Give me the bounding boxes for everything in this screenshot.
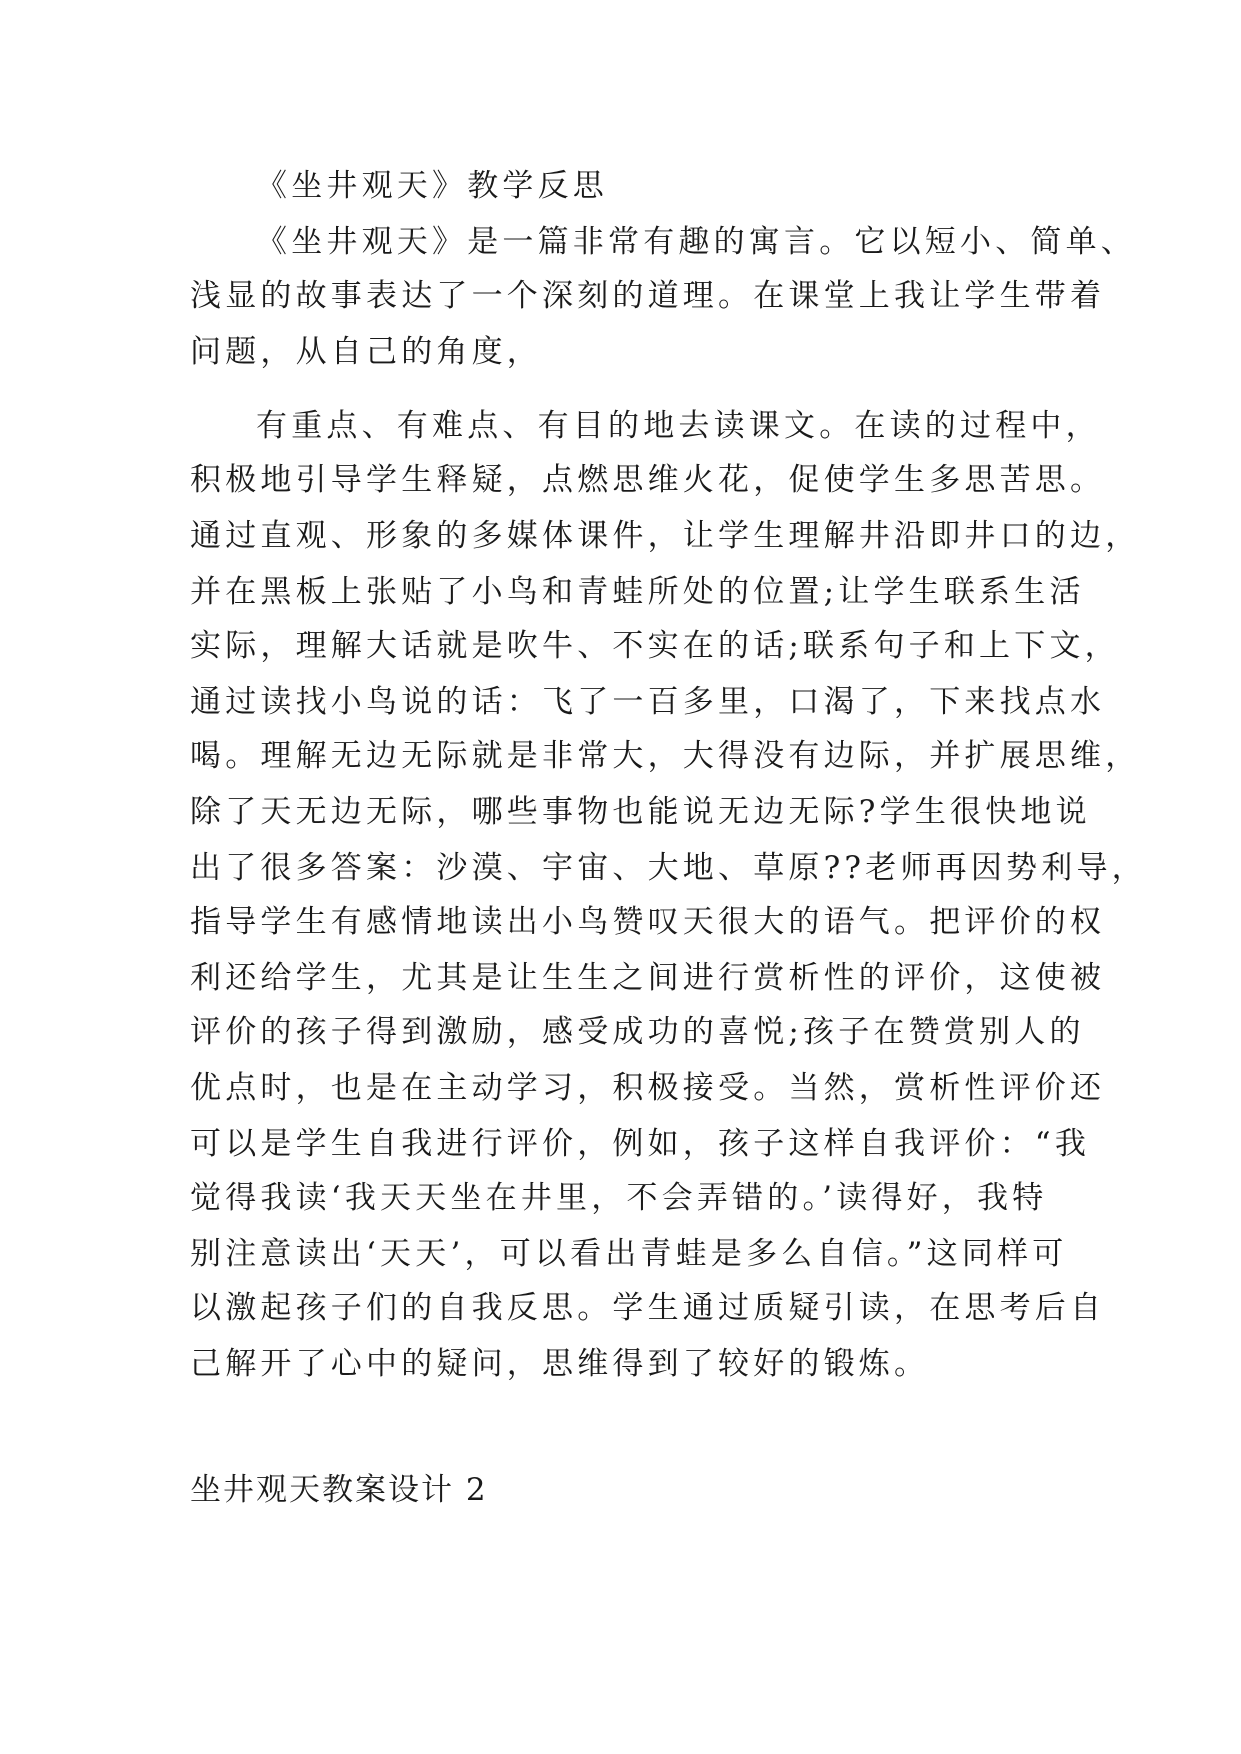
paragraph-2-line-15: 觉得我读‘我天天坐在井里，不会弄错的。’读得好，我特	[190, 1180, 1048, 1216]
section-heading: 坐井观天教案设计 2	[190, 1472, 488, 1508]
paragraph-2-line-4: 并在黑板上张贴了小鸟和青蛙所处的位置;让学生联系生活	[190, 574, 1085, 610]
paragraph-1-line-1: 《坐井观天》是一篇非常有趣的寓言。它以短小、简单、	[256, 224, 1136, 260]
paragraph-1-line-3: 问题，从自己的角度，	[190, 334, 542, 370]
paragraph-2-line-9: 出了很多答案：沙漠、宇宙、大地、草原??老师再因势利导，	[190, 850, 1147, 886]
paragraph-2-line-14: 可以是学生自我进行评价，例如，孩子这样自我评价：“我	[190, 1126, 1091, 1162]
paragraph-2-line-12: 评价的孩子得到激励，感受成功的喜悦;孩子在赞赏别人的	[190, 1014, 1085, 1050]
paragraph-2-line-5: 实际，理解大话就是吹牛、不实在的话;联系句子和上下文，	[190, 628, 1120, 664]
paragraph-2-line-8: 除了天无边无际，哪些事物也能说无边无际?学生很快地说	[190, 794, 1091, 830]
paragraph-2-line-6: 通过读找小鸟说的话：飞了一百多里，口渴了，下来找点水	[190, 684, 1106, 720]
paragraph-2-line-2: 积极地引导学生释疑，点燃思维火花，促使学生多思苦思。	[190, 462, 1106, 498]
paragraph-2-line-13: 优点时，也是在主动学习，积极接受。当然，赏析性评价还	[190, 1070, 1106, 1106]
paragraph-2-line-18: 己解开了心中的疑问，思维得到了较好的锻炼。	[190, 1346, 930, 1382]
paragraph-2-line-10: 指导学生有感情地读出小鸟赞叹天很大的语气。把评价的权	[190, 904, 1106, 940]
paragraph-2-line-7: 喝。理解无边无际就是非常大，大得没有边际，并扩展思维，	[190, 738, 1141, 774]
paragraph-2-line-3: 通过直观、形象的多媒体课件，让学生理解井沿即井口的边，	[190, 518, 1141, 554]
paragraph-2-line-11: 利还给学生，尤其是让生生之间进行赏析性的评价，这使被	[190, 960, 1106, 996]
paragraph-2-line-16: 别注意读出‘天天’，可以看出青蛙是多么自信。”这同样可	[190, 1236, 1068, 1272]
document-title: 《坐井观天》教学反思	[256, 168, 608, 204]
paragraph-2-line-17: 以激起孩子们的自我反思。学生通过质疑引读，在思考后自	[190, 1290, 1106, 1326]
paragraph-1-line-2: 浅显的故事表达了一个深刻的道理。在课堂上我让学生带着	[190, 278, 1106, 314]
paragraph-2-line-1: 有重点、有难点、有目的地去读课文。在读的过程中，	[256, 408, 1101, 444]
